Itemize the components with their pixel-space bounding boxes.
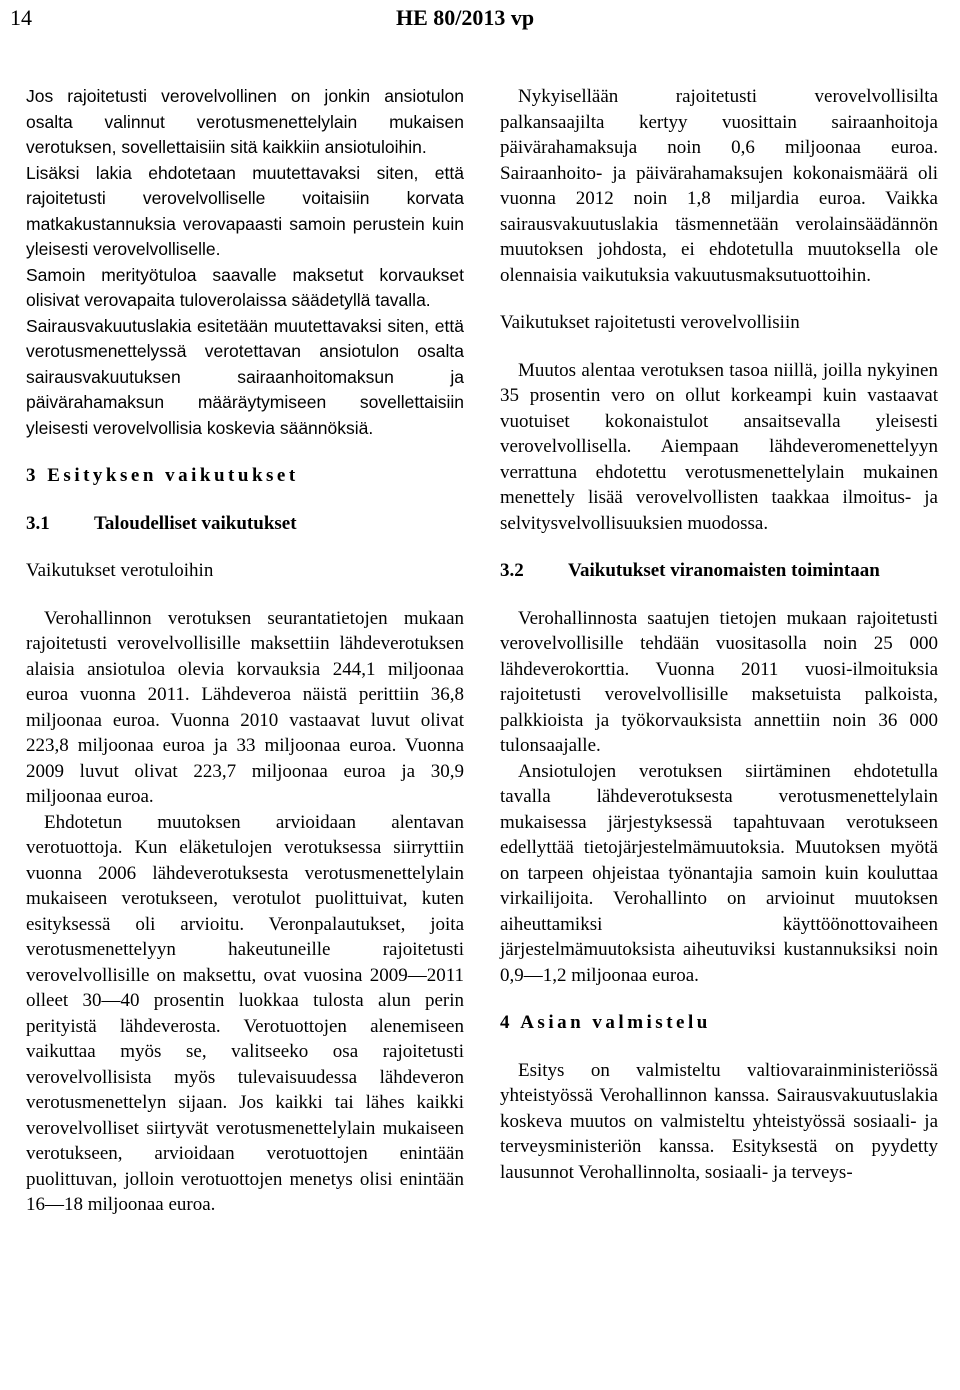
paragraph: Nykyisellään rajoitetusti verovelvollisilta palkansaajilta kertyy vuosittain sairaanhoitoja päivärahamaksuja noin 0,6 miljoonaa euroa. Sairaanhoito- ja päivärahamaksujen kokonaismäärä oli vuonna 2012 noin 1,8 miljardia euroa. Vaikka sairausvakuutuslakia täsmennetään verolainsäädännön muutoksen johdosta, ei ehdotetulla muutoksella ole olennaisia vaikutuksia vakuutusmaksutuottoihin.: [500, 86, 938, 286]
sub-heading: Vaikutukset verotuloihin: [26, 560, 214, 581]
paragraph: Ansiotulojen verotuksen siirtäminen ehdotetulla tavalla lähdeverotuksesta verotusmenettelylain mukaisessa järjestyksessä tapahtuvaan verotukseen edellyttää tietojärjestelmämuutoksia. Muutoksen myötä on tarpeen ohjeistaa työnantajia samoin kuin kouluttaa virkailijoita. Verohallinto on arvioinut muutoksen aiheuttamiksi käyttöönottovaiheen järjestelmämuutoksista aiheutuviksi kustannuksiksi noin 0,9—1,2 miljoonaa euroa.: [500, 760, 938, 986]
right-column: [500, 84, 938, 1185]
subsection-heading: [26, 511, 464, 537]
paragraph: Verohallinnosta saatujen tietojen mukaan rajoitetusti verovelvollisille tehdään vuositasolla noin 25 000 lähdeverokorttia. Vuonna 2011 vuosi-ilmoituksia rajoitetusti verovelvollisille maksetuista palkoista, palkkioista ja työkorvauksista annettiin noin 36 000 tulonsaajalle.: [500, 607, 938, 756]
paragraph: Jos rajoitetusti verovelvollinen on jonkin ansiotulon osalta valinnut verotusmenettelylain mukaisen verotuksen, sovellettaisiin sitä kaikkiin ansiotuloihin.: [26, 86, 464, 157]
section-heading: 3 Esityksen vaikutukset: [26, 465, 299, 486]
paragraph: Samoin merityötuloa saavalle maksetut korvaukset olisivat verovapaita tuloverolaissa säädetyllä tavalla.: [26, 264, 464, 310]
sub-heading: Vaikutukset rajoitetusti verovelvollisiin: [500, 312, 800, 333]
document-id: HE 80/2013 vp: [396, 5, 535, 30]
subsection-number: 3.2: [500, 560, 524, 581]
page-number: 14: [10, 5, 32, 30]
subsection-title: Taloudelliset vaikutukset: [94, 512, 297, 534]
paragraph: Esitys on valmisteltu valtiovarainministeriössä yhteistyössä Verohallinnon kanssa. Sairausvakuutuslakia koskeva muutos on valmisteltu yhteistyössä sosiaali- ja terveysministeriön kanssa. Esityksestä on pyydetty lausunnot Verohallinnolta, sosiaali- ja terveys-: [500, 1059, 938, 1183]
paragraph: Ehdotetun muutoksen arvioidaan alentavan verotuottoja. Kun eläketulojen verotuksessa siirryttiin vuonna 2006 lähdeverotuksesta verotusmenettelylain mukaiseen verotukseen, verotulot puolittuivat, kuten esityksessä oli arvioitu. Veronpalautukset, joita verotusmenettelyyn hakeutuneille rajoitetusti verovelvollisille on maksettu, ovat vuosina 2009—2011 olleet 30—40 prosentin luokkaa tulosta alun perin perityistä lähdeverosta. Verotuottojen alenemiseen vaikuttaa myös se, valitseeko osa rajoitetusti verovelvollisista myös tulevaisuudessa lähdeveron verotusmenettelyn sijaan. Jos kaikki tai lähes kaikki verovelvolliset siirtyvät verotusmenettelylain mukaiseen verotukseen, arvioidaan verotuottojen enintään puolittuvan, jolloin verotuottojen menetys olisi enintään 16—18 miljoonaa euroa.: [26, 811, 464, 1215]
section-heading: 4 Asian valmistelu: [500, 1012, 711, 1033]
left-column: [26, 84, 464, 1218]
subsection-title: Vaikutukset viranomaisten toimintaan: [568, 560, 880, 581]
paragraph: Muutos alentaa verotuksen tasoa niillä, joilla nykyinen 35 prosentin vero on ollut korkeampi kuin vastaavat vuotuiset kokonaistulot ansaitsevalla yleisesti verovelvollisella. Aiempaan lähdeveromenettelyyn verrattuna ehdotettu verotusmenettelylain mukainen menettely lisää verovelvollisten taakkaa ilmoitus- ja selvitysvelvollisuuksien muodossa.: [500, 359, 938, 534]
paragraph: Verohallinnon verotuksen seurantatietojen mukaan rajoitetusti verovelvollisille maksettiin lähdeverotuksen alaisia ansiotuloa olevia korvauksia 244,1 miljoonaa euroa vuonna 2011. Lähdeveroa näistä perittiin 36,8 miljoonaa euroa. Vuonna 2010 vastaavat luvut olivat 223,8 miljoonaa euroa ja 33 miljoonaa euroa. Vuonna 2009 luvut olivat 223,7 miljoonaa euroa ja 30,9 miljoonaa euroa.: [26, 607, 464, 807]
subsection-number: 3.1: [26, 512, 50, 534]
paragraph: Lisäksi lakia ehdotetaan muutettavaksi siten, että rajoitetusti verovelvolliselle voitaisiin korvata matkakustannuksia verovapaasti samoin perustein kuin yleisesti verovelvolliselle.: [26, 162, 464, 259]
subsection-heading: [500, 558, 938, 584]
paragraph: Sairausvakuutuslakia esitetään muutettavaksi siten, että verotusmenettelyssä verotettavan ansiotulon osalta sairausvakuutuksen sairaanhoitomaksun ja päivärahamaksun määräytymiseen sovellettaisiin yleisesti verovelvollisia koskevia säännöksiä.: [26, 315, 464, 438]
